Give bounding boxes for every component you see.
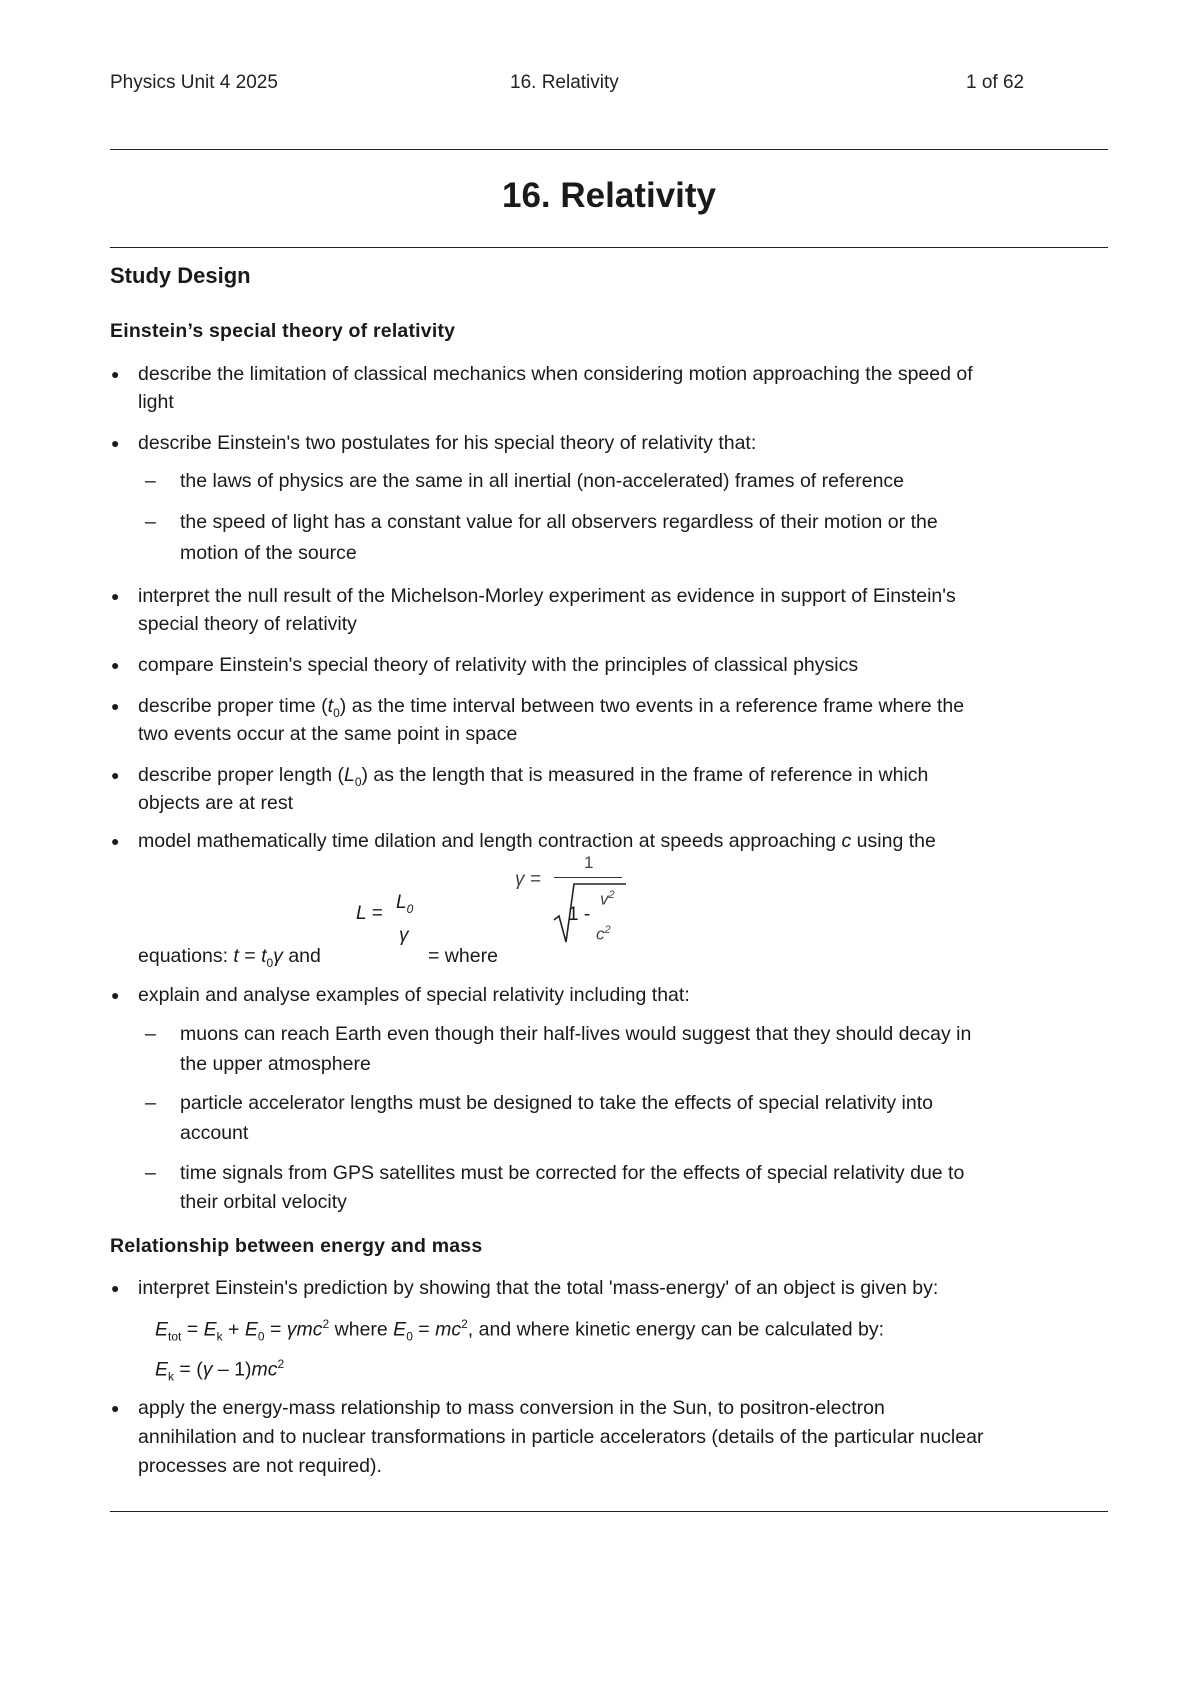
list-item: describe proper time $(t_0)$ as the time interval between two events in a reference frame where the xyxy=(138,695,965,720)
bullet-icon: ● xyxy=(111,366,120,382)
eq-gamma-lhs: γ = xyxy=(515,869,541,890)
list-item: explain and analyse examples of special relativity including that: xyxy=(138,984,690,1006)
eq-gamma-v: $v^2$ xyxy=(600,889,615,909)
bullet-icon: ● xyxy=(111,1400,120,1416)
list-item-cont: light xyxy=(138,391,174,413)
fraction-bar xyxy=(554,877,622,878)
bullet-icon: ● xyxy=(111,698,120,714)
study-design-heading: Study Design xyxy=(110,263,251,288)
list-item-cont: processes are not required). xyxy=(138,1455,382,1477)
dash-icon: – xyxy=(145,1092,156,1114)
sub-item: the speed of light has a constant value for all observers regardless of their motion or the xyxy=(180,511,938,533)
title-divider xyxy=(110,247,1108,248)
list-item-cont: special theory of relativity xyxy=(138,613,357,635)
footer-divider xyxy=(110,1511,1108,1512)
equation-line: equations: $t = t_0\gamma$ and xyxy=(138,945,321,970)
page-title: 16. Relativity xyxy=(502,176,716,215)
sub-item: the laws of physics are the same in all inertial (non-accelerated) frames of reference xyxy=(180,470,905,492)
eq-l-lhs: L = xyxy=(356,903,383,924)
sub-item: muons can reach Earth even though their half-lives would suggest that they should decay in xyxy=(180,1023,972,1045)
bullet-icon: ● xyxy=(111,657,120,673)
list-item: compare Einstein's special theory of relativity with the principles of classical physics xyxy=(138,654,859,676)
eq-gamma-numerator: 1 xyxy=(584,853,594,872)
dash-icon: – xyxy=(145,1162,156,1184)
eq-gamma-c: $c^2$ xyxy=(596,924,611,944)
header-course: Physics Unit 4 2025 xyxy=(110,72,278,93)
list-item: interpret the null result of the Michelson-Morley experiment as evidence in support of Einstein's xyxy=(138,585,956,607)
dash-icon: – xyxy=(145,470,156,492)
bullet-icon: ● xyxy=(111,588,120,604)
dash-icon: – xyxy=(145,511,156,533)
list-item: describe Einstein's two postulates for his special theory of relativity that: xyxy=(138,432,757,454)
list-item: interpret Einstein's prediction by showing that the total 'mass-energy' of an object is given by: xyxy=(138,1277,939,1299)
list-item-cont: annihilation and to nuclear transformations in particle accelerators (details of the particular nuclear xyxy=(138,1426,984,1448)
header-chapter: 16. Relativity xyxy=(510,72,619,93)
list-item: describe the limitation of classical mechanics when considering motion approaching the speed of xyxy=(138,363,973,385)
list-item: apply the energy-mass relationship to mass conversion in the Sun, to positron-electron xyxy=(138,1397,885,1419)
sub-item-cont: account xyxy=(180,1122,249,1144)
sub-item: time signals from GPS satellites must be corrected for the effects of special relativity due to xyxy=(180,1162,965,1184)
equation-where: = where xyxy=(428,945,498,967)
header-page-indicator: 1 of 62 xyxy=(966,72,1025,93)
sub-item-cont: their orbital velocity xyxy=(180,1191,347,1213)
list-item-cont: objects are at rest xyxy=(138,792,293,814)
sub-item-cont: the upper atmosphere xyxy=(180,1053,371,1075)
eq-l-numerator: $L_0$ xyxy=(396,892,414,916)
bullet-icon: ● xyxy=(111,987,120,1003)
eq-gamma-one-minus: 1 - xyxy=(568,904,591,925)
list-item: model mathematically time dilation and length contraction at speeds approaching c using the xyxy=(138,830,936,852)
sub-item-cont: motion of the source xyxy=(180,542,357,564)
bullet-icon: ● xyxy=(111,1280,120,1296)
sub-item: particle accelerator lengths must be designed to take the effects of special relativity into xyxy=(180,1092,933,1114)
header-divider xyxy=(110,149,1108,150)
bullet-icon: ● xyxy=(111,767,120,783)
list-item: describe proper length $(L_0)$ as the length that is measured in the frame of reference in which xyxy=(138,764,929,789)
mass-energy-formula: $E_{tot} = E_k + E_0 = \gamma mc^2$ where $E_0 = mc^2$, and where kinetic energy can be calculated by: xyxy=(155,1317,885,1344)
section-heading-special-relativity: Einstein’s special theory of relativity xyxy=(110,320,456,342)
bullet-icon: ● xyxy=(111,833,120,849)
section-heading-energy-mass: Relationship between energy and mass xyxy=(110,1235,483,1257)
kinetic-energy-formula: $E_k = (\gamma - 1)mc^2$ xyxy=(155,1357,285,1384)
eq-l-denominator: γ xyxy=(399,925,409,946)
list-item-cont: two events occur at the same point in space xyxy=(138,723,518,745)
bullet-icon: ● xyxy=(111,435,120,451)
dash-icon: – xyxy=(145,1023,156,1045)
